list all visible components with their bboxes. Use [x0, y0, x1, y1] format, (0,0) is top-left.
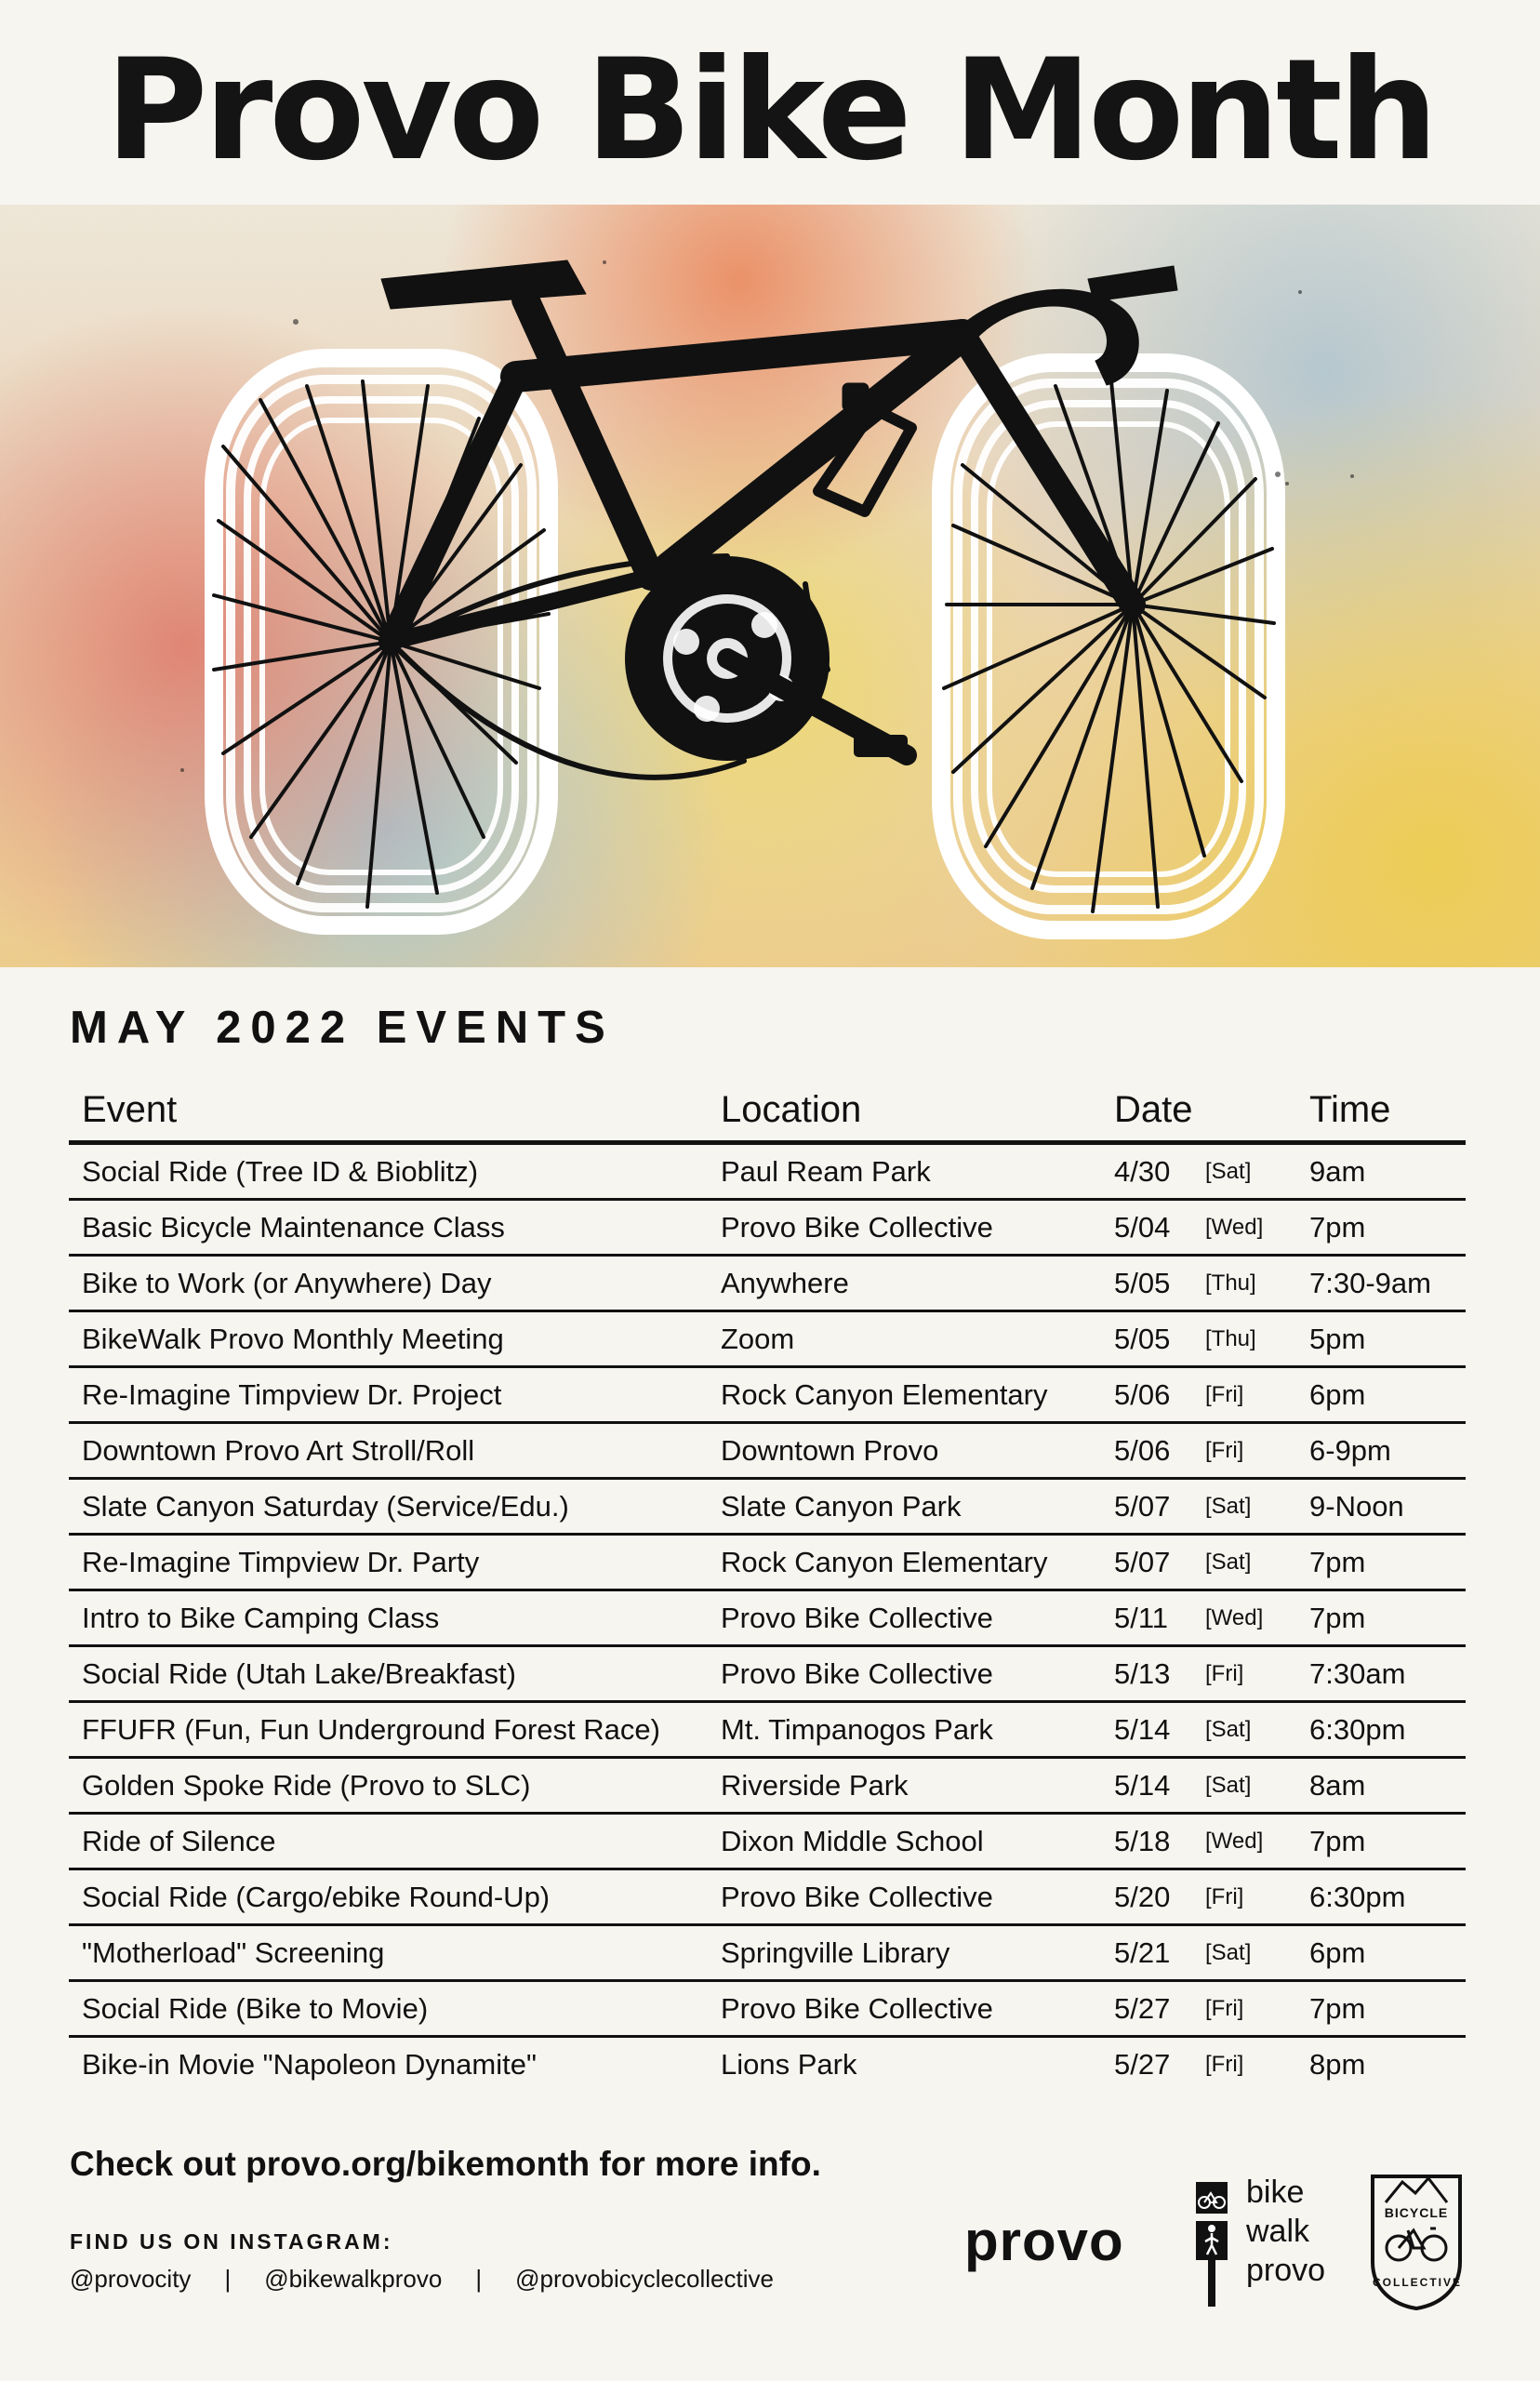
event-name: Social Ride (Cargo/ebike Round-Up): [82, 1881, 551, 1913]
more-info-text: Check out provo.org/bikemonth for more info.: [70, 2145, 821, 2183]
table-row: [69, 1536, 1466, 1591]
event-name: FFUFR (Fun, Fun Underground Forest Race): [82, 1713, 660, 1746]
event-day: [Fri]: [1205, 1382, 1244, 1407]
poster-title: Provo Bike Month: [105, 30, 1435, 192]
event-day: [Sat]: [1205, 1717, 1252, 1742]
event-date: 5/14: [1114, 1713, 1171, 1746]
event-date: 5/27: [1114, 1992, 1171, 2025]
event-name: Golden Spoke Ride (Provo to SLC): [82, 1769, 531, 1802]
header-location: Location: [721, 1089, 862, 1130]
event-location: Rock Canyon Elementary: [721, 1378, 1048, 1411]
event-name: Re-Imagine Timpview Dr. Party: [82, 1546, 480, 1578]
event-date: 5/14: [1114, 1769, 1171, 1802]
header-date: Date: [1114, 1089, 1193, 1130]
bicycle-collective-logo: [1361, 2160, 1471, 2310]
event-time: 6pm: [1309, 1378, 1366, 1411]
event-name: Social Ride (Utah Lake/Breakfast): [82, 1657, 516, 1690]
event-location: Zoom: [721, 1323, 795, 1355]
event-name: Basic Bicycle Maintenance Class: [82, 1211, 505, 1244]
event-date: 5/20: [1114, 1881, 1171, 1913]
table-row: [69, 1759, 1466, 1815]
event-date: 5/04: [1114, 1211, 1171, 1244]
table-header-row: [69, 1083, 1466, 1145]
event-location: Dixon Middle School: [721, 1825, 984, 1857]
instagram-handle-bikewalkprovo: @bikewalkprovo: [264, 2265, 443, 2293]
table-row: [69, 1424, 1466, 1480]
event-date: 5/06: [1114, 1378, 1171, 1411]
event-name: Ride of Silence: [82, 1825, 276, 1857]
event-date: 5/21: [1114, 1936, 1171, 1969]
event-location: Provo Bike Collective: [721, 1881, 993, 1913]
event-location: Springville Library: [721, 1936, 950, 1969]
instagram-handle-provocity: @provocity: [70, 2265, 192, 2293]
event-date: 5/13: [1114, 1657, 1171, 1690]
event-date: 5/05: [1114, 1323, 1171, 1355]
event-time: 7pm: [1309, 1992, 1366, 2025]
event-date: 5/06: [1114, 1434, 1171, 1467]
event-day: [Wed]: [1205, 1215, 1264, 1240]
event-name: Intro to Bike Camping Class: [82, 1602, 440, 1634]
bikewalk-icons: [1194, 2176, 1231, 2308]
event-date: 5/18: [1114, 1825, 1171, 1857]
event-date: 5/11: [1114, 1602, 1169, 1634]
event-date: 5/05: [1114, 1267, 1171, 1299]
event-time: 9-Noon: [1309, 1490, 1404, 1523]
event-name: Slate Canyon Saturday (Service/Edu.): [82, 1490, 569, 1523]
event-location: Lions Park: [721, 2048, 857, 2081]
event-day: [Sat]: [1205, 1940, 1252, 1965]
event-name: "Motherload" Screening: [82, 1936, 385, 1969]
events-table: [69, 1083, 1466, 2094]
event-name: BikeWalk Provo Monthly Meeting: [82, 1323, 504, 1355]
table-row: [69, 1870, 1466, 1926]
event-name: Bike-in Movie "Napoleon Dynamite": [82, 2048, 537, 2081]
event-location: Anywhere: [721, 1267, 849, 1299]
bikewalk-word-bike: bike: [1246, 2175, 1305, 2210]
event-location: Mt. Timpanogos Park: [721, 1713, 993, 1746]
events-heading: MAY 2022 EVENTS: [70, 1003, 615, 1053]
event-time: 5pm: [1309, 1323, 1366, 1355]
instagram-label: FIND US ON INSTAGRAM:: [70, 2229, 393, 2254]
event-time: 7pm: [1309, 1546, 1366, 1578]
event-name: Re-Imagine Timpview Dr. Project: [82, 1378, 502, 1411]
bicycle-collective-bottom-text: COLLECTIVE: [1373, 2276, 1463, 2289]
event-name: Downtown Provo Art Stroll/Roll: [82, 1434, 475, 1467]
event-day: [Fri]: [1205, 1884, 1244, 1909]
event-day: [Thu]: [1205, 1270, 1256, 1296]
event-time: 7pm: [1309, 1825, 1366, 1857]
event-day: [Sat]: [1205, 1550, 1252, 1575]
event-time: 7:30am: [1309, 1657, 1406, 1690]
table-row: [69, 1703, 1466, 1759]
event-time: 9am: [1309, 1155, 1366, 1188]
provo-logo: [964, 2210, 1147, 2273]
event-time: 7pm: [1309, 1602, 1366, 1634]
bikewalk-word-walk: walk: [1246, 2214, 1310, 2249]
event-time: 8pm: [1309, 2048, 1366, 2081]
table-row: [69, 1591, 1466, 1647]
event-location: Rock Canyon Elementary: [721, 1546, 1048, 1578]
event-location: Downtown Provo: [721, 1434, 939, 1467]
bikewalk-provo-logo: [1194, 2173, 1334, 2308]
event-day: [Fri]: [1205, 1661, 1244, 1686]
separator: |: [224, 2265, 232, 2293]
event-location: Provo Bike Collective: [721, 1211, 993, 1244]
event-time: 7pm: [1309, 1211, 1366, 1244]
header-time: Time: [1309, 1089, 1391, 1130]
separator: |: [475, 2265, 483, 2293]
provo-logo-text: provo: [964, 2210, 1124, 2272]
event-time: 8am: [1309, 1769, 1366, 1802]
social-handles: [70, 2264, 774, 2294]
event-name: Social Ride (Bike to Movie): [82, 1992, 429, 2025]
event-location: Slate Canyon Park: [721, 1490, 962, 1523]
event-day: [Fri]: [1205, 1438, 1244, 1463]
event-time: 7:30-9am: [1309, 1267, 1431, 1299]
event-day: [Sat]: [1205, 1159, 1252, 1184]
event-location: Provo Bike Collective: [721, 1602, 993, 1634]
event-day: [Thu]: [1205, 1326, 1256, 1351]
bikewalk-word-provo: provo: [1246, 2253, 1326, 2288]
event-date: 4/30: [1114, 1155, 1171, 1188]
event-day: [Fri]: [1205, 1996, 1244, 2021]
table-row: [69, 1647, 1466, 1703]
header-event: Event: [82, 1089, 178, 1130]
table-row: [69, 1257, 1466, 1312]
event-day: [Wed]: [1205, 1829, 1264, 1854]
event-day: [Fri]: [1205, 2052, 1244, 2077]
event-location: Provo Bike Collective: [721, 1992, 993, 2025]
table-row: [69, 1368, 1466, 1424]
table-row: [69, 1201, 1466, 1257]
instagram-handle-provobicyclecollective: @provobicyclecollective: [515, 2265, 774, 2293]
table-row: [69, 1480, 1466, 1536]
event-time: 6pm: [1309, 1936, 1366, 1969]
table-row: [69, 1145, 1466, 1201]
event-day: [Wed]: [1205, 1605, 1264, 1630]
bicycle-collective-top-text: BICYCLE: [1384, 2205, 1449, 2220]
event-date: 5/07: [1114, 1490, 1171, 1523]
event-date: 5/27: [1114, 2048, 1171, 2081]
table-row: [69, 1926, 1466, 1982]
event-day: [Sat]: [1205, 1494, 1252, 1519]
event-name: Social Ride (Tree ID & Bioblitz): [82, 1155, 479, 1188]
bikewalk-wordmark: [1246, 2173, 1339, 2290]
table-row: [69, 1312, 1466, 1368]
table-row: [69, 1982, 1466, 2038]
event-date: 5/07: [1114, 1546, 1171, 1578]
event-day: [Sat]: [1205, 1773, 1252, 1798]
table-row: [69, 2038, 1466, 2094]
event-location: Riverside Park: [721, 1769, 909, 1802]
event-time: 6-9pm: [1309, 1434, 1391, 1467]
event-time: 6:30pm: [1309, 1713, 1406, 1746]
event-time: 6:30pm: [1309, 1881, 1406, 1913]
bike-illustration: [0, 205, 1540, 967]
event-name: Bike to Work (or Anywhere) Day: [82, 1267, 492, 1299]
table-row: [69, 1815, 1466, 1870]
event-location: Paul Ream Park: [721, 1155, 931, 1188]
event-location: Provo Bike Collective: [721, 1657, 993, 1690]
